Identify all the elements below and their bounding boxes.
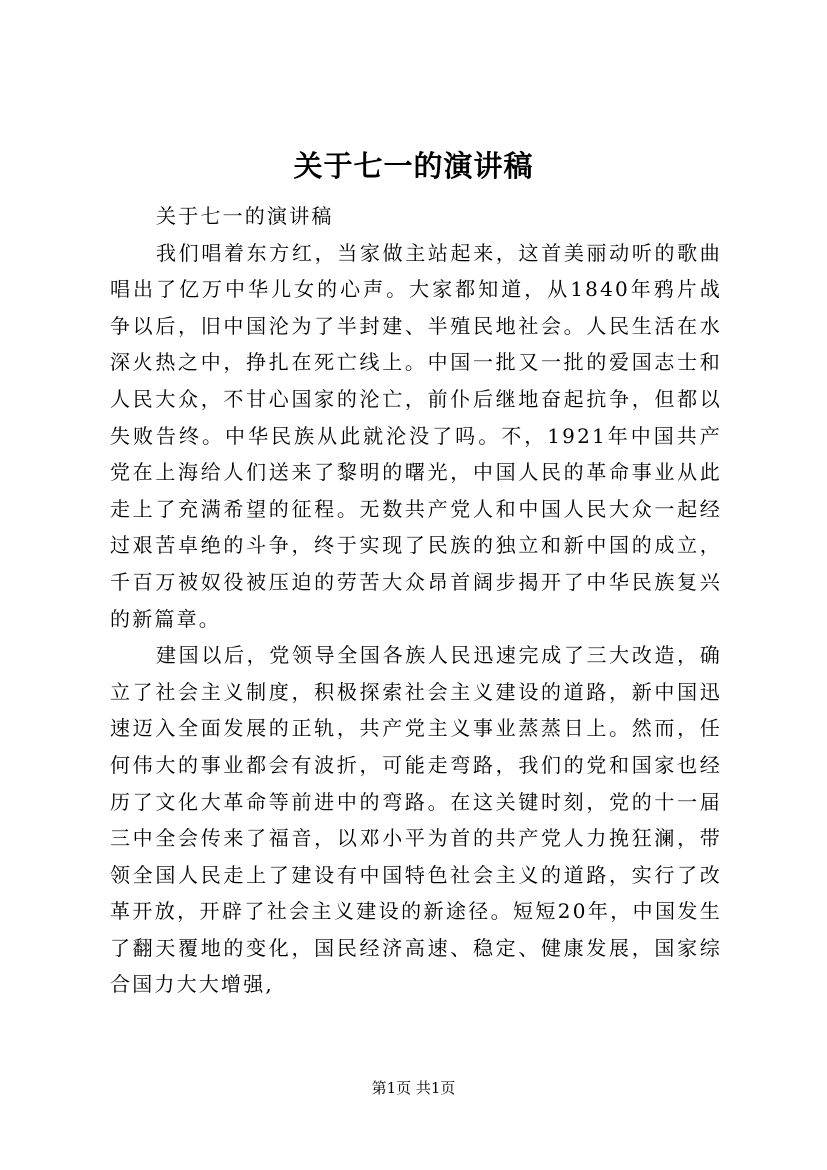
paragraph: 建国以后，党领导全国各族人民迅速完成了三大改造，确立了社会主义制度，积极探索社会主义建设的道路，新中国迅速迈入全面发展的正轨，共产党主义事业蒸蒸日上。然而，任何伟大的事业都会有波折，可能走弯路，我们的党和国家也经历了文化大革命等前进中的弯路。在这关键时刻，党的十一届三中全会传来了福音，以邓小平为首的共产党人力挽狂澜，带领全国人民走上了建设有中国特色社会主义的道路，实行了改革开放，开辟了社会主义建设的新途径。短短20年，中国发生了翻天覆地的变化，国民经济高速、稳定、健康发展，国家综合国力大大增强,: [110, 643, 722, 997]
paragraph: 我们唱着东方红，当家做主站起来，这首美丽动听的歌曲唱出了亿万中华儿女的心声。大家都知道，从1840年鸦片战争以后，旧中国沦为了半封建、半殖民地社会。人民生活在水深火热之中，挣扎在死亡线上。中国一批又一批的爱国志士和人民大众，不甘心国家的沦亡，前仆后继地奋起抗争，但都以失败告终。中华民族从此就沦没了吗。不，1921年中国共产党在上海给人们送来了黎明的曙光，中国人民的革命事业从此走上了充满希望的征程。无数共产党人和中国人民大众一起经过艰苦卓绝的斗争，终于实现了民族的独立和新中国的成立，千百万被奴役被压迫的劳苦大众昂首阔步揭开了中华民族复兴的新篇章。: [110, 240, 722, 631]
document-body: [110, 198, 722, 1003]
document-subtitle: 关于七一的演讲稿: [156, 204, 334, 228]
page-number: 第1页 共1页: [371, 1079, 456, 1097]
document-title: 关于七一的演讲稿: [293, 149, 534, 183]
